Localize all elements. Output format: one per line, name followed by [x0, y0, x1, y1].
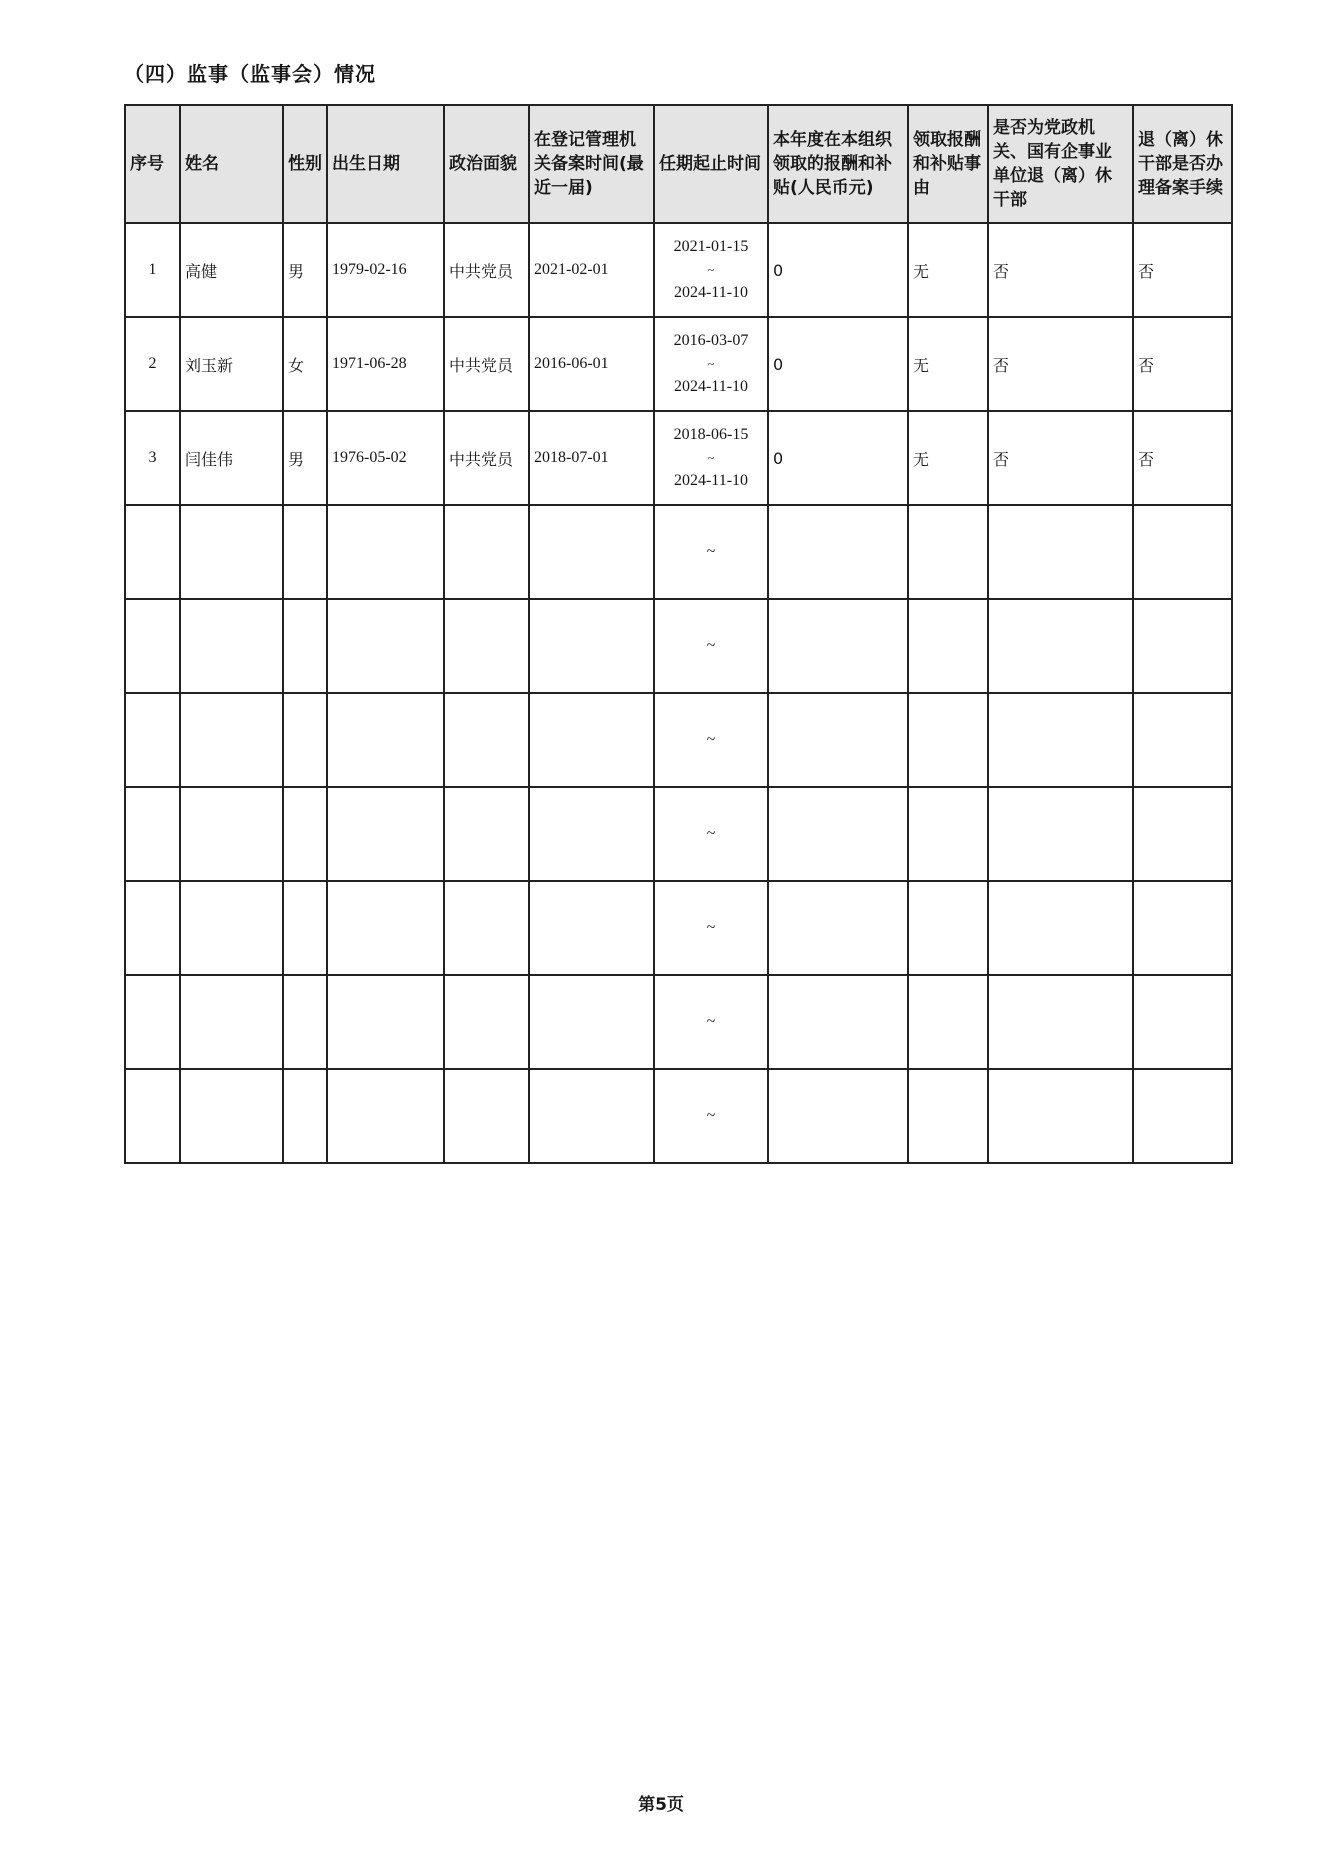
term-start: 2016-03-07 [673, 332, 749, 349]
header-name: 姓名 [180, 105, 283, 223]
section-title: （四）监事（监事会）情况 [124, 62, 376, 86]
header-retired-filing: 退（离）休干部是否办理备案手续 [1133, 105, 1232, 223]
empty-row [125, 787, 1232, 881]
empty-row [125, 599, 1232, 693]
empty-term-mark: ~ [654, 505, 768, 599]
row-birth-date: 1976-05-02 [327, 411, 444, 505]
row-term [654, 223, 768, 317]
row-retired-cadre: 否 [988, 411, 1133, 505]
row-gender: 男 [283, 411, 327, 505]
header-retired-cadre: 是否为党政机关、国有企事业单位退（离）休干部 [988, 105, 1133, 223]
term-separator: ~ [707, 451, 715, 465]
row-political-status: 中共党员 [444, 317, 529, 411]
row-political-status: 中共党员 [444, 411, 529, 505]
header-gender: 性别 [283, 105, 327, 223]
row-birth-date: 1971-06-28 [327, 317, 444, 411]
supervisors-table [124, 104, 1233, 1164]
table-row [125, 411, 1232, 505]
term-end: 2024-11-10 [673, 378, 749, 395]
term-end: 2024-11-10 [673, 472, 749, 489]
empty-term-mark: ~ [654, 787, 768, 881]
row-filing-date: 2021-02-01 [529, 223, 654, 317]
empty-term-mark: ~ [654, 1069, 768, 1163]
row-compensation: 0 [768, 411, 908, 505]
header-term: 任期起止时间 [654, 105, 768, 223]
row-term [654, 317, 768, 411]
header-birth-date: 出生日期 [327, 105, 444, 223]
empty-row [125, 693, 1232, 787]
row-gender: 男 [283, 223, 327, 317]
row-retired-cadre: 否 [988, 223, 1133, 317]
row-compensation: 0 [768, 223, 908, 317]
page-number: 第5页 [638, 1795, 684, 1815]
term-end: 2024-11-10 [673, 284, 749, 301]
row-term [654, 411, 768, 505]
table-row [125, 223, 1232, 317]
term-separator: ~ [707, 357, 715, 371]
row-birth-date: 1979-02-16 [327, 223, 444, 317]
empty-row [125, 881, 1232, 975]
term-separator: ~ [707, 263, 715, 277]
empty-term-mark: ~ [654, 599, 768, 693]
term-start: 2018-06-15 [673, 426, 749, 443]
row-compensation-reason: 无 [908, 223, 988, 317]
row-retired-filing: 否 [1133, 411, 1232, 505]
row-retired-filing: 否 [1133, 223, 1232, 317]
header-row [125, 105, 1232, 223]
row-filing-date: 2018-07-01 [529, 411, 654, 505]
header-compensation: 本年度在本组织领取的报酬和补贴(人民币元) [768, 105, 908, 223]
empty-term-mark: ~ [654, 881, 768, 975]
row-filing-date: 2016-06-01 [529, 317, 654, 411]
row-index: 1 [125, 223, 180, 317]
row-political-status: 中共党员 [444, 223, 529, 317]
row-name: 刘玉新 [180, 317, 283, 411]
empty-row [125, 975, 1232, 1069]
row-retired-cadre: 否 [988, 317, 1133, 411]
header-filing-date: 在登记管理机关备案时间(最近一届) [529, 105, 654, 223]
empty-row [125, 505, 1232, 599]
row-compensation-reason: 无 [908, 317, 988, 411]
row-compensation-reason: 无 [908, 411, 988, 505]
row-name: 高健 [180, 223, 283, 317]
row-gender: 女 [283, 317, 327, 411]
empty-term-mark: ~ [654, 975, 768, 1069]
row-index: 2 [125, 317, 180, 411]
empty-term-mark: ~ [654, 693, 768, 787]
table-row [125, 317, 1232, 411]
row-index: 3 [125, 411, 180, 505]
row-compensation: 0 [768, 317, 908, 411]
header-political-status: 政治面貌 [444, 105, 529, 223]
header-compensation-reason: 领取报酬和补贴事由 [908, 105, 988, 223]
header-index: 序号 [125, 105, 180, 223]
row-retired-filing: 否 [1133, 317, 1232, 411]
row-name: 闫佳伟 [180, 411, 283, 505]
empty-row [125, 1069, 1232, 1163]
term-start: 2021-01-15 [673, 238, 749, 255]
